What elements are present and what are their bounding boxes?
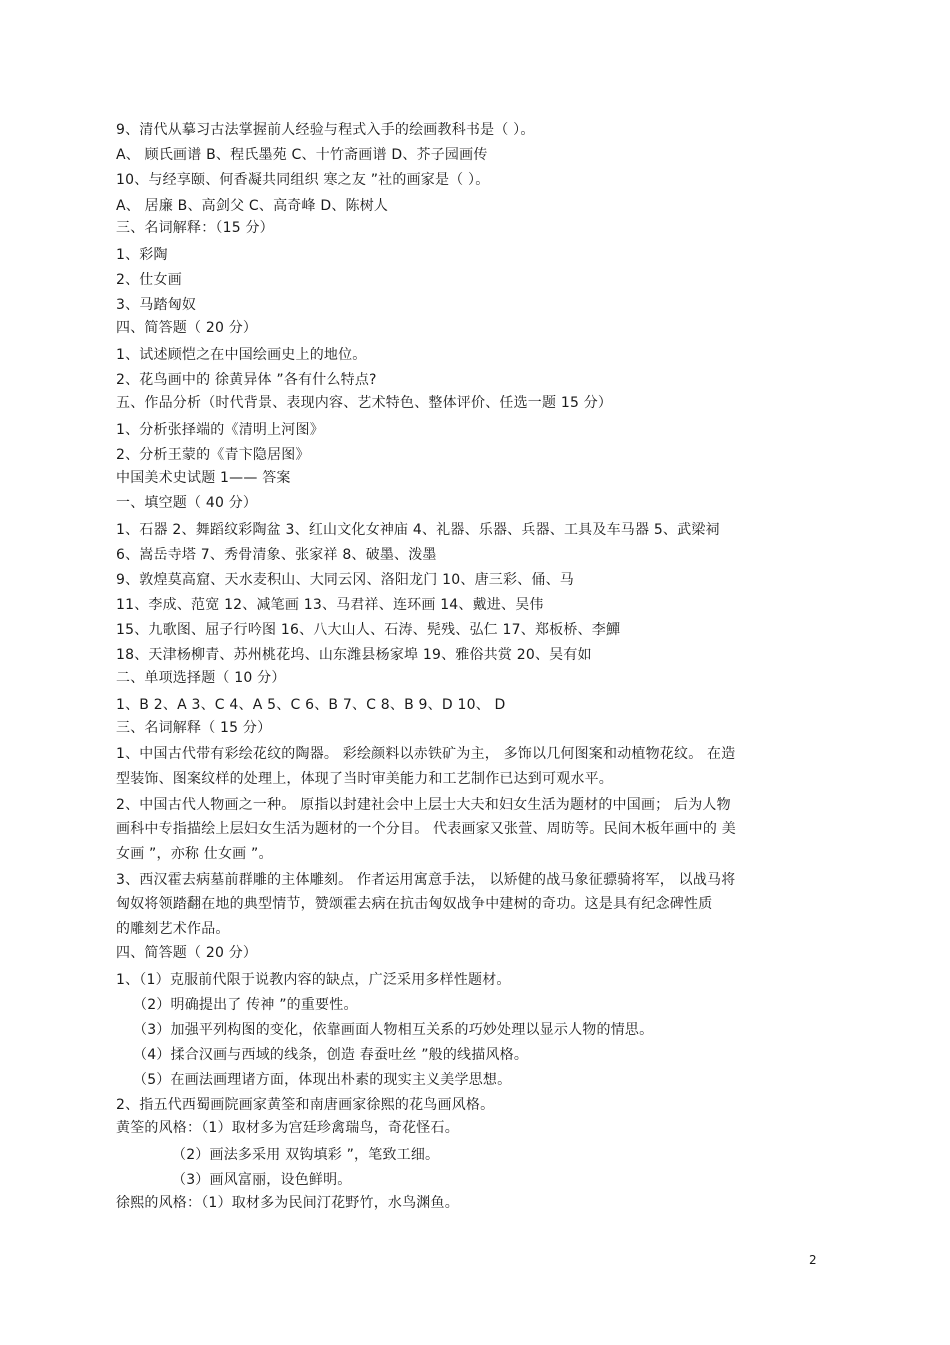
text-line: 2、花鸟画中的 徐黄异体 ”各有什么特点? (116, 372, 377, 388)
text-line: A、 居廉 B、高剑父 C、高奇峰 D、陈树人 (116, 198, 389, 214)
text-line: 四、简答题（ 20 分） (116, 945, 258, 961)
page-number: 2 (809, 1253, 817, 1267)
text-line: （4）揉合汉画与西域的线条，创造 春蚕吐丝 ”般的线描风格。 (133, 1047, 529, 1063)
text-line: 女画 ”，亦称 仕女画 ”。 (116, 846, 273, 862)
text-line: 2、中国古代人物画之一种。 原指以封建社会中上层士大夫和妇女生活为题材的中国画； 后为人物 (116, 797, 731, 813)
text-line: 一、填空题（ 40 分） (116, 495, 258, 511)
text-line: 18、天津杨柳青、苏州桃花坞、山东潍县杨家埠 19、雅俗共赏 20、吴有如 (116, 647, 592, 663)
text-line: 三、名词解释：（15 分） (116, 220, 274, 236)
text-line: 11、李成、范宽 12、减笔画 13、马君祥、连环画 14、戴进、吴伟 (116, 597, 544, 613)
text-line: A、 顾氏画谱 B、程氏墨苑 C、十竹斋画谱 D、芥子园画传 (116, 147, 488, 163)
text-line: 2、指五代西蜀画院画家黄筌和南唐画家徐熙的花鸟画风格。 (116, 1097, 495, 1113)
text-line: 1、B 2、A 3、C 4、A 5、C 6、B 7、C 8、B 9、D 10、 D (116, 697, 506, 713)
text-line: 9、清代从摹习古法掌握前人经验与程式入手的绘画教科书是（ ）。 (116, 122, 535, 138)
text-line: 型装饰、图案纹样的处理上，体现了当时审美能力和工艺制作已达到可观水平。 (116, 771, 613, 787)
text-line: 2、分析王蒙的《青卞隐居图》 (116, 447, 310, 463)
text-line: （5）在画法画理诸方面，体现出朴素的现实主义美学思想。 (133, 1072, 512, 1088)
text-line: （2）明确提出了 传神 ”的重要性。 (133, 997, 358, 1013)
text-line: 3、西汉霍去病墓前群雕的主体雕刻。 作者运用寓意手法， 以矫健的战马象征骠骑将军， 以战马将 (116, 872, 736, 888)
text-line: 匈奴将领踏翻在地的典型情节，赞颂霍去病在抗击匈奴战争中建树的奇功。这是具有纪念碑性质 (116, 896, 713, 912)
text-line: 15、九歌图、屈子行吟图 16、八大山人、石涛、髡残、弘仁 17、郑板桥、李鱓 (116, 622, 621, 638)
text-line: 1、分析张择端的《清明上河图》 (116, 422, 324, 438)
text-line: 3、马踏匈奴 (116, 297, 197, 313)
text-line: 五、作品分析（时代背景、表现内容、艺术特色、整体评价、任选一题 15 分） (116, 395, 613, 411)
text-line: 1、中国古代带有彩绘花纹的陶器。 彩绘颜料以赤铁矿为主， 多饰以几何图案和动植物花纹。 在造 (116, 746, 736, 762)
text-line: 1、试述顾恺之在中国绘画史上的地位。 (116, 347, 367, 363)
text-line: 画科中专指描绘上层妇女生活为题材的一个分目。 代表画家又张萱、周昉等。民间木板年画中的 美 (116, 821, 736, 837)
text-line: 徐熙的风格：（1）取材多为民间汀花野竹，水鸟渊鱼。 (116, 1195, 459, 1211)
text-line: 三、名词解释（ 15 分） (116, 720, 272, 736)
text-line: （3）画风富丽，设色鲜明。 (172, 1172, 352, 1188)
text-line: （3）加强平列构图的变化，依靠画面人物相互关系的巧妙处理以显示人物的情思。 (133, 1022, 654, 1038)
text-line: 1、彩陶 (116, 247, 168, 263)
text-line: 9、敦煌莫高窟、天水麦积山、大同云冈、洛阳龙门 10、唐三彩、俑、马 (116, 572, 574, 588)
text-line: 中国美术史试题 1—— 答案 (116, 470, 291, 486)
text-line: 四、简答题（ 20 分） (116, 320, 258, 336)
text-line: 1、石器 2、舞蹈纹彩陶盆 3、红山文化女神庙 4、礼器、乐器、兵器、工具及车马器 5、武梁祠 (116, 522, 720, 538)
text-line: 2、仕女画 (116, 272, 182, 288)
text-line: 1、（1）克服前代限于说教内容的缺点，广泛采用多样性题材。 (116, 972, 511, 988)
text-line: 黄筌的风格：（1）取材多为宫廷珍禽瑞鸟，奇花怪石。 (116, 1120, 459, 1136)
text-line: 10、与经享颐、何香凝共同组织 寒之友 ”社的画家是（ ）。 (116, 172, 490, 188)
text-line: （2）画法多采用 双钩填彩 ”，笔致工细。 (172, 1147, 440, 1163)
text-line: 二、单项选择题（ 10 分） (116, 670, 286, 686)
text-line: 6、嵩岳寺塔 7、秀骨清象、张家祥 8、破墨、泼墨 (116, 547, 437, 563)
text-line: 的雕刻艺术作品。 (116, 921, 230, 937)
